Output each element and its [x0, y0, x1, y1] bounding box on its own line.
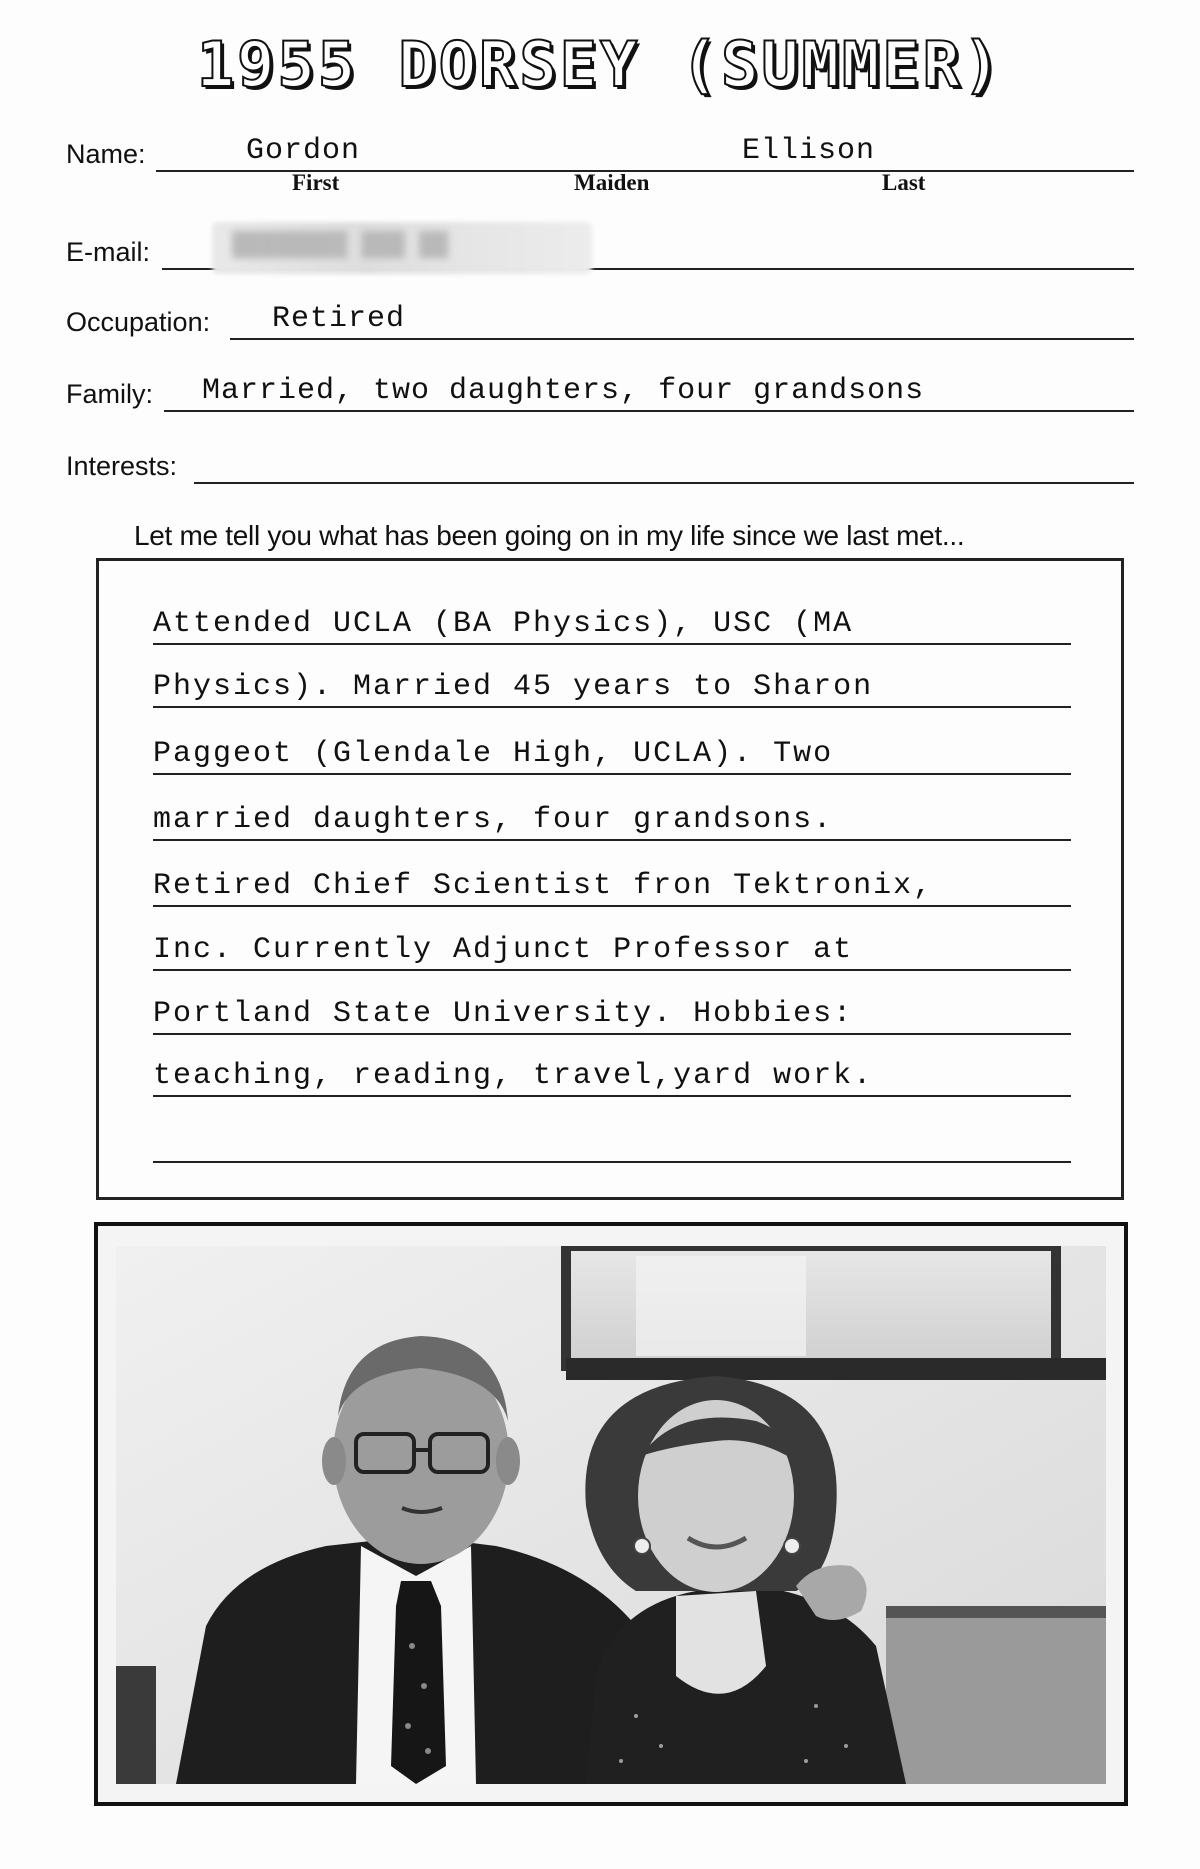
story-text-5: Retired Chief Scientist fron Tektronix,	[153, 869, 934, 903]
occupation-value: Retired	[272, 302, 406, 336]
last-name-value: Ellison	[742, 134, 876, 168]
photo-window-light	[636, 1256, 806, 1356]
family-line	[164, 410, 1134, 412]
first-caption: First	[292, 170, 340, 195]
story-line-3	[153, 729, 1071, 775]
interests-line	[194, 482, 1134, 484]
story-text-4: married daughters, four grandsons.	[153, 803, 834, 837]
story-text-6: Inc. Currently Adjunct Professor at	[153, 933, 854, 967]
occupation-label: Occupation:	[66, 307, 211, 337]
name-field	[66, 128, 1134, 172]
redacted-email-blur	[212, 222, 592, 274]
story-line-4	[153, 795, 1071, 841]
story-line-6	[153, 925, 1071, 971]
family-field	[66, 368, 1134, 412]
email-label: E-mail:	[66, 237, 151, 267]
story-text-3: Paggeot (Glendale High, UCLA). Two	[153, 737, 834, 771]
photo-chair	[116, 1666, 156, 1784]
maiden-caption: Maiden	[574, 170, 650, 195]
interests-label: Interests:	[66, 451, 178, 481]
story-line-8	[153, 1051, 1071, 1097]
story-prompt: Let me tell you what has been going on in my life since we last met...	[134, 520, 965, 551]
woman-neck	[676, 1591, 766, 1694]
woman-earring-left	[634, 1538, 650, 1554]
photo-booth	[886, 1606, 1106, 1784]
story-line-2	[153, 662, 1071, 708]
story-line-7	[153, 989, 1071, 1035]
story-text-7: Portland State University. Hobbies:	[153, 997, 854, 1031]
interests-field	[66, 440, 1134, 484]
woman-earring-right	[784, 1538, 800, 1554]
photo-frame	[94, 1222, 1128, 1806]
occupation-line	[230, 338, 1134, 340]
occupation-field	[66, 296, 1134, 340]
photo-window-sill	[566, 1358, 1106, 1380]
photo-booth-edge	[886, 1606, 1106, 1618]
form-title: 1955 DORSEY (SUMMER)	[196, 28, 1004, 101]
story-box	[96, 558, 1124, 1200]
family-label: Family:	[66, 379, 153, 409]
story-line-5	[153, 861, 1071, 907]
last-caption: Last	[882, 170, 926, 195]
couple-photo-illustration	[116, 1246, 1106, 1784]
redacted-email-glyphs: ████████ ███ ██	[232, 232, 449, 259]
story-line-1	[153, 599, 1071, 645]
family-value: Married, two daughters, four grandsons	[202, 374, 925, 408]
story-text-2: Physics). Married 45 years to Sharon	[153, 670, 874, 704]
story-text-8: teaching, reading, travel,yard work.	[153, 1059, 874, 1093]
first-name-value: Gordon	[246, 134, 361, 168]
story-text-1: Attended UCLA (BA Physics), USC (MA	[153, 607, 854, 641]
name-label: Name:	[66, 139, 146, 169]
story-line-9	[153, 1117, 1071, 1163]
man-tie	[391, 1581, 446, 1784]
couple-photo	[116, 1246, 1106, 1784]
